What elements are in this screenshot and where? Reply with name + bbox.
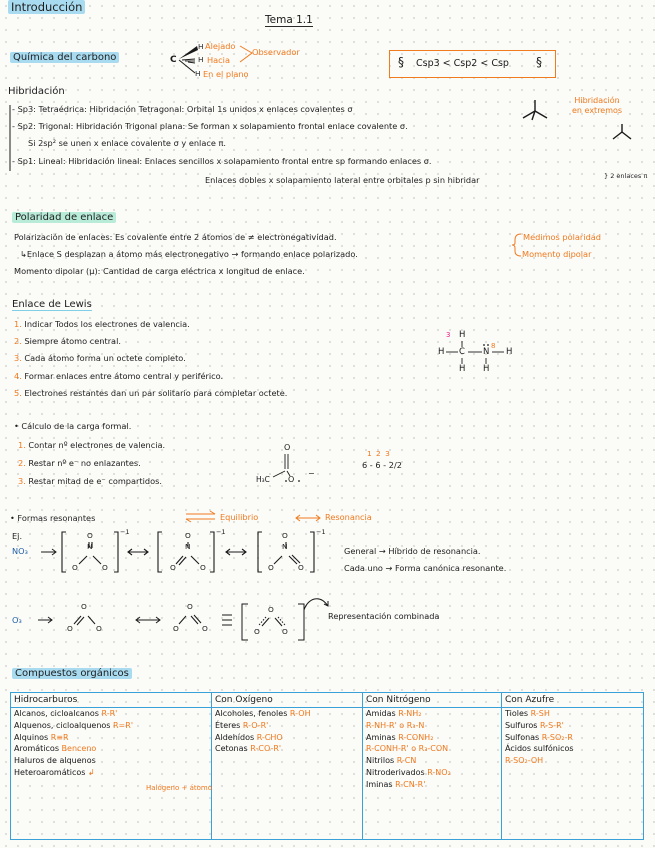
observer-label: Observador [252,47,300,57]
polarity-l3: Momento dipolar (μ): Cantidad de carga eléctrica x longitud de enlace. [14,266,305,276]
nitrate-o-right-3: O [298,563,304,572]
ozone-o-top-2: O [187,602,193,611]
combined-representation: Representación combinada [328,611,440,621]
table-row: Aldehídos R-CHO [215,732,283,742]
organic-title: Compuestos orgánicos [12,668,132,679]
table-row: Aromáticos Benceno [14,744,97,754]
lewis-step-1: 1. Indicar Todos los electrones de valencia. [14,319,190,329]
table-row: Iminas R-CN-R' [366,779,426,789]
table-row: Sulfonas R-SO₂-R [505,732,573,742]
ozone-o-right-3: O [282,627,288,636]
resonance-each: Cada uno → Forma canónica resonante. [344,563,507,573]
charge-step-numbers: 1 2 3 [367,449,391,458]
column-header: Hidrocarburos [11,693,211,708]
column-header: Con Azufre [502,693,643,708]
halogen-note: Halógeno + átomo [146,784,212,792]
hybrid-title: Hibridación [8,86,65,97]
hybrid-bracket-line [8,103,14,178]
polarity-l2: ↳Enlace S desplazan a átomo más electronegativo → formando enlace polarizado. [20,249,358,259]
table-row: R-NH-R' o R₃-N [366,720,425,730]
nitrate-o-left-3: O [268,563,274,572]
nitrate-o-left-2: O [170,563,176,572]
methylamine-structure: 3 8 H H C N H H H [438,330,513,374]
nitrate-o-right-1: O [102,563,108,572]
lewis-step-2: 2. Siempre átomo central. [14,336,121,346]
table-row: Alquinos R≡R [14,732,69,742]
table-row: Éteres R-O-R' [215,720,269,730]
header-title: Introducción [8,0,85,14]
table-row: Alcoholes, fenoles R-OH [215,709,311,718]
table-row: Nitroderivados R-NO₂ [366,767,451,777]
nitrate-n-3: N [282,542,288,551]
carbon-title: Química del carbono [10,52,119,63]
column-header: Con Oxígeno [212,693,362,708]
h-far: H [198,42,204,51]
organic-compounds-table [10,692,644,840]
example-label: Ej. [12,531,23,541]
hybrid-sp1b: Enlaces dobles x solapamiento lateral entre orbitales p sin hibridar [205,175,480,185]
nitrate-n-2: N [185,542,191,551]
lewis-title: Enlace de Lewis [12,299,92,310]
s-symbol-icon-2: § [536,55,542,69]
nitrate-o-top-1: O [87,531,93,540]
far-label: Alejado [205,41,236,51]
table-row: Alquenos, cicloalquenos R=R' [14,720,134,730]
h-near: H [198,55,204,64]
table-row: Haluros de alquenos [14,756,96,766]
table-row: R-SO₂-OH [505,756,544,766]
column-oxygen [212,693,363,840]
column-hydrocarbons [11,693,212,840]
hybrid-order: Csp3 < Csp2 < Csp [416,58,509,69]
nitrate-o-left-1: O [72,563,78,572]
o3-label: O₃ [12,615,22,625]
table-row: Amidas R-NH₂ [366,709,422,718]
ozone-o-left-3: O [254,627,260,636]
two-pi-bonds: } 2 enlaces π [604,172,648,180]
resonance-title: • Formas resonantes [10,513,96,523]
hybrid-sp2b: Si 2sp² se unen x enlace covalente σ y enlace π. [28,138,227,148]
ozone-o-right-2: O [202,624,208,633]
nitrate-n-1: N [87,542,93,551]
table-row: Sulfuros R-S-R' [505,720,564,730]
hybrid-note: Hibridación en extremos [572,96,623,115]
column-sulfur [502,693,644,840]
table-row: Tioles R-SH [505,709,550,718]
ozone-o-top-1: O [81,602,87,611]
near-label: Hacia [207,55,230,65]
carbon-c: C [170,55,177,65]
table-row: Ácidos sulfónicos [505,744,574,754]
hybrid-sp3: - Sp3: Tetraédrica: Hibridación Tetragonal: Orbital 1s unidos x enlaces covalentes σ [12,104,353,114]
acetate-structure: O H₃C O − [256,443,315,484]
table-row: R-CONH-R' o R₃-CON [366,744,449,754]
hybrid-sp2: - Sp2: Trigonal: Hibridación Trigonal plana: Se forman x solapamiento frontal enlace covalente σ. [12,121,408,131]
plane-label: En el plano [203,69,249,79]
equilibrium-label: Equilibrio [220,512,259,522]
lewis-step-5: 5. Electrones restantes dan un par solitario para completar octete. [14,388,288,398]
lewis-step-4: 4. Formar enlaces entre átomo central y periférico. [14,371,224,381]
svg-text:−1: −1 [120,528,130,536]
hybrid-order-box [389,50,556,78]
tetrahedral-icon [520,98,550,122]
resonance-label: Resonancia [325,512,372,522]
charge-calc: 6 - 6 - 2/2 [362,460,402,470]
table-row: Alcanos, cicloalcanos R-R' [14,709,118,718]
resonance-general: General → Híbrido de resonancia. [344,546,481,556]
resonance-arrow-icon [295,513,321,523]
polarity-title: Polaridad de enlace [12,212,116,223]
svg-text:−1: −1 [216,528,226,536]
ozone-o-top-3: O [268,605,274,614]
column-nitrogen [363,693,502,840]
polarity-note2: Momento dipolar [522,249,592,259]
polarity-note1: Medimos polaridad [523,232,601,242]
nitrate-o-top-3: O [282,531,288,540]
column-header: Con Nitrógeno [363,693,501,708]
polarity-l1: Polarización de enlaces: Es covalente entre 2 átomos de ≠ electronegatividad. [14,232,337,242]
no3-label: NO₃ [12,546,28,556]
charge-step-2: 2. Restar nº e⁻ no enlazantes. [18,458,141,468]
nitrate-o-right-2: O [200,563,206,572]
no3-arrow [40,548,58,556]
charge-step-3: 3. Restar mitad de e⁻ compartidos. [18,476,162,486]
table-row: Aminas R-CONH₂ [366,732,434,742]
ozone-o-left-2: O [173,624,179,633]
s-symbol-icon: § [398,55,404,69]
topic-title: Tema 1.1 [265,14,313,26]
table-row: Heteroaromáticos ↲ [14,767,95,777]
hybrid-sp1: - Sp1: Lineal: Hibridación lineal: Enlaces sencillos x solapamiento frontal entre sp formando enlaces σ. [12,156,432,166]
svg-text:−1: −1 [316,528,326,536]
charge-title: • Cálculo de la carga formal. [14,421,132,431]
h-plane: H [195,69,201,78]
equilibrium-arrows-icon [185,511,217,523]
lewis-step-3: 3. Cada átomo forma un octete completo. [14,353,186,363]
charge-step-1: 1. Contar nº electrones de valencia. [18,440,166,450]
ozone-o-left-1: O [67,624,73,633]
table-row: Nitrilos R-CN [366,756,417,766]
ozone-o-right-1: O [96,624,102,633]
trigonal-icon [610,122,634,142]
table-row: Cetonas R-CO-R' [215,744,282,754]
nitrate-o-top-2: O [185,531,191,540]
